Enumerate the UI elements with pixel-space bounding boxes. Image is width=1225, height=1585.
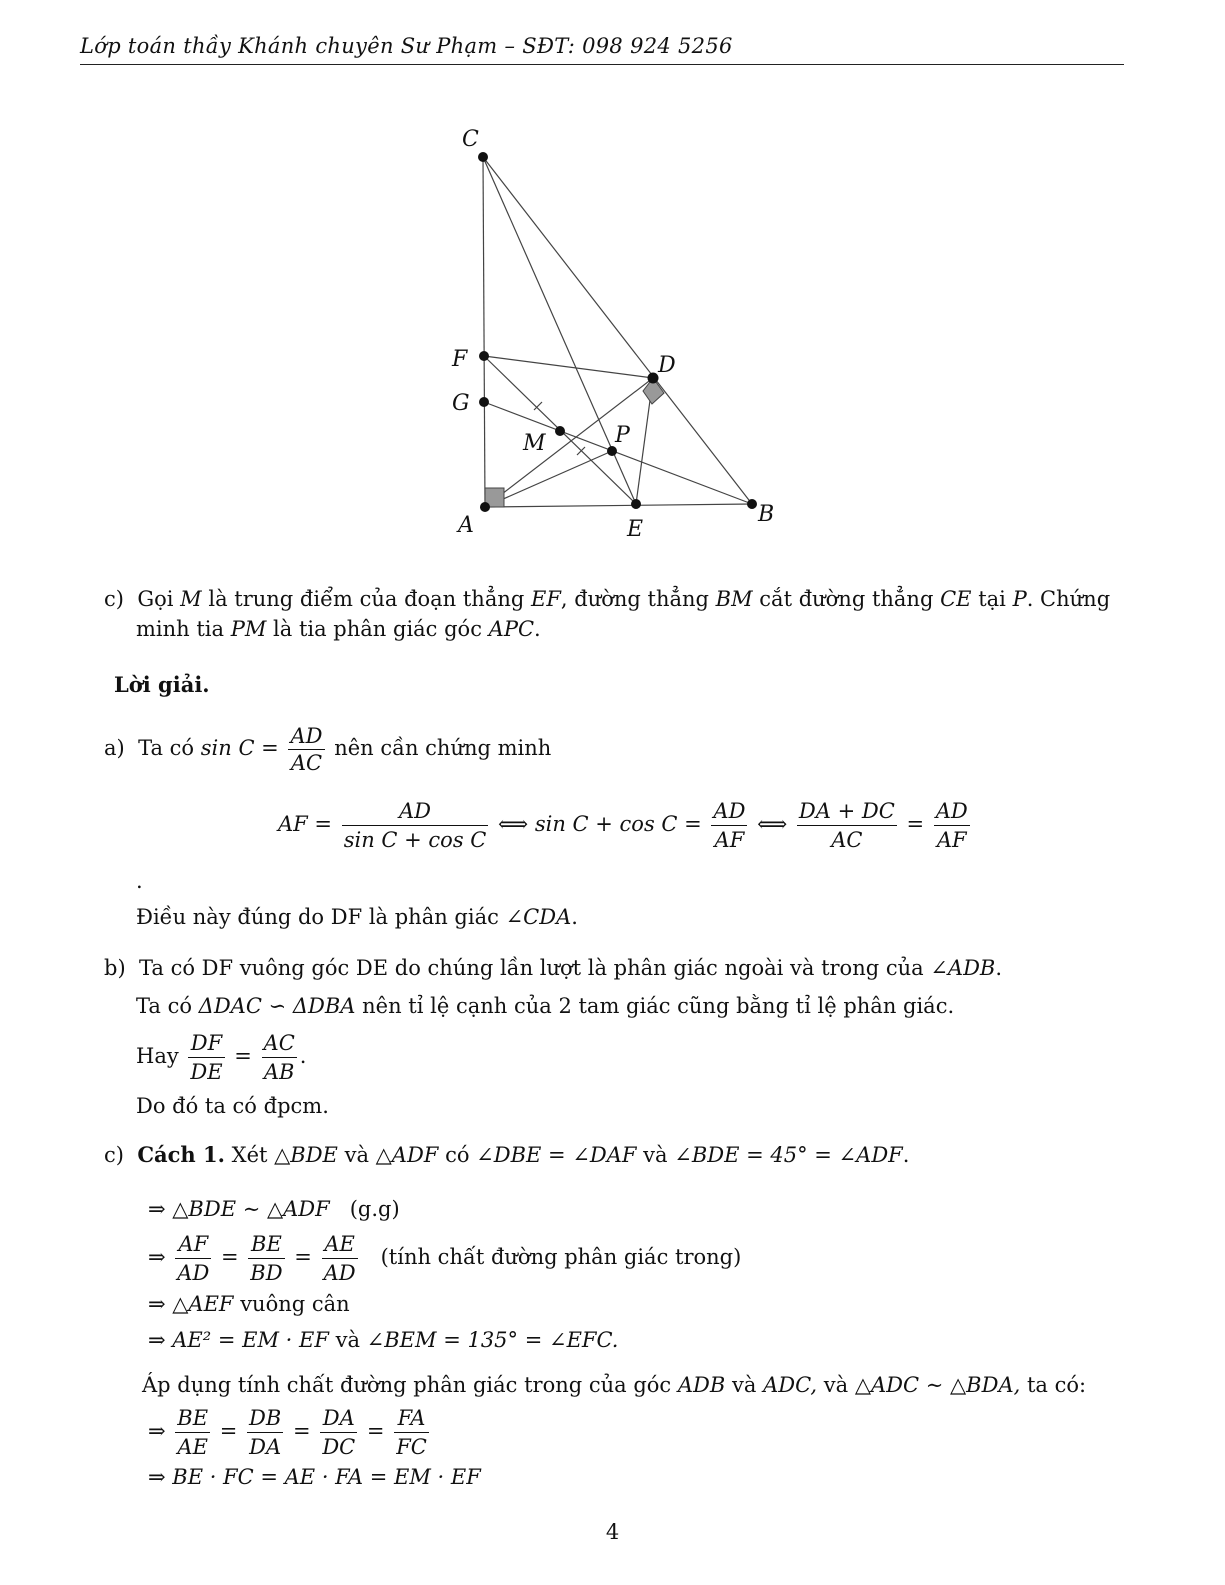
point-E <box>631 499 641 509</box>
part-b-line2: Ta có ΔDAC ∽ ΔDBA nên tỉ lệ cạnh của 2 tam giác cũng bằng tỉ lệ phân giác. <box>136 994 955 1018</box>
part-c-line1: c) Cách 1. Xét △BDE và △ADF có ∠DBE = ∠DAF và ∠BDE = 45° = ∠ADF. <box>104 1142 910 1167</box>
fraction: $\frac{DA}{DC}$ <box>322 1406 356 1459</box>
point-B <box>747 499 757 509</box>
part-a-conclusion: Điều này đúng do DF là phân giác ∠CDA. <box>136 905 578 929</box>
page-header: Lớp toán thầy Khánh chuyên Sư Phạm – SĐT: 098 924 5256 <box>80 34 1124 65</box>
point-C <box>478 152 488 162</box>
step-3: ⇒ △AEF vuông cân <box>148 1292 350 1316</box>
apply-line: Áp dụng tính chất đường phân giác trong của góc ADB và ADC, và △ADC ∼ △BDA, ta có: <box>142 1373 1087 1397</box>
point-M <box>555 426 565 436</box>
part-b-line3: Hay $\frac{DF}{DE}$ = $\frac{AC}{AB}$ . <box>136 1031 307 1084</box>
fraction: $\frac{AF}{AD}$ <box>177 1232 210 1285</box>
fraction: $\frac{AE}{AD}$ <box>323 1232 356 1285</box>
label-P: P <box>615 423 630 448</box>
problem-c-line2: minh tia PM là tia phân giác góc APC. <box>136 617 541 641</box>
label-B: B <box>758 502 775 527</box>
geometry-figure <box>440 118 790 550</box>
fraction: $\frac{DF}{DE}$ <box>190 1031 223 1084</box>
fraction: $\frac{FA}{FC}$ <box>396 1406 427 1459</box>
part-a-line1: a) Ta có sin C = $\frac{AD}{AC}$ nên cần chứng minh <box>104 724 552 775</box>
segment-CA <box>483 157 485 507</box>
segment-FD <box>484 356 653 378</box>
fraction: $\frac{BE}{AE}$ <box>177 1406 209 1459</box>
point-F <box>479 351 489 361</box>
part-b-line4: Do đó ta có đpcm. <box>136 1094 329 1118</box>
fraction: $\frac{AD}{AC}$ <box>290 724 323 775</box>
label-C: C <box>462 127 479 152</box>
segment-AB <box>485 504 752 507</box>
fraction: $\frac{BE}{BD}$ <box>250 1232 283 1285</box>
fraction: $\frac{AD}{AF}$ <box>713 799 746 852</box>
label-E: E <box>627 517 644 542</box>
page-number: 4 <box>605 1520 620 1544</box>
step-4: ⇒ AE² = EM · EF và ∠BEM = 135° = ∠EFC. <box>148 1328 619 1352</box>
part-a-equation: AF = $\frac{AD}{\text{sin C + cos C}}$ ⟺ sin C + cos C = $\frac{AD}{AF}$ ⟺ $\frac{DA + DC}{AC}$ = $\frac{AD}{AF}$ <box>278 799 968 852</box>
point-D <box>648 373 659 384</box>
fraction: $\frac{AC}{AB}$ <box>263 1031 295 1084</box>
point-A <box>480 502 490 512</box>
label-G: G <box>452 391 470 416</box>
step-6: ⇒ BE · FC = AE · FA = EM · EF <box>148 1465 481 1489</box>
step-5: ⇒ $\frac{BE}{AE}$ = $\frac{DB}{DA}$ = $\frac{DA}{DC}$ = $\frac{FA}{FC}$ <box>148 1406 427 1459</box>
fraction: $\frac{DB}{DA}$ <box>249 1406 282 1459</box>
label-F: F <box>452 347 468 372</box>
point-G <box>479 397 489 407</box>
fraction: $\frac{AD}{\text{sin C + cos C}}$ <box>343 799 487 852</box>
step-2: ⇒ $\frac{AF}{AD}$ = $\frac{BE}{BD}$ = $\frac{AE}{AD}$ (tính chất đường phân giác trong) <box>148 1232 742 1285</box>
fraction: $\frac{AD}{AF}$ <box>935 799 968 852</box>
part-b-line1: b) Ta có DF vuông góc DE do chúng lần lượt là phân giác ngoài và trong của ∠ADB. <box>104 956 1003 980</box>
problem-c-line1: c) Gọi M là trung điểm của đoạn thẳng EF, đường thẳng BM cắt đường thẳng CE tại P. Chứng <box>104 587 1111 611</box>
solution-title: Lời giải. <box>114 672 210 697</box>
step-1: ⇒ △BDE ∼ △ADF (g.g) <box>148 1197 400 1221</box>
fraction: $\frac{DA + DC}{AC}$ <box>798 799 895 852</box>
label-D: D <box>658 353 676 378</box>
dot: . <box>136 869 143 893</box>
label-A: A <box>458 513 474 538</box>
label-M: M <box>523 431 546 456</box>
